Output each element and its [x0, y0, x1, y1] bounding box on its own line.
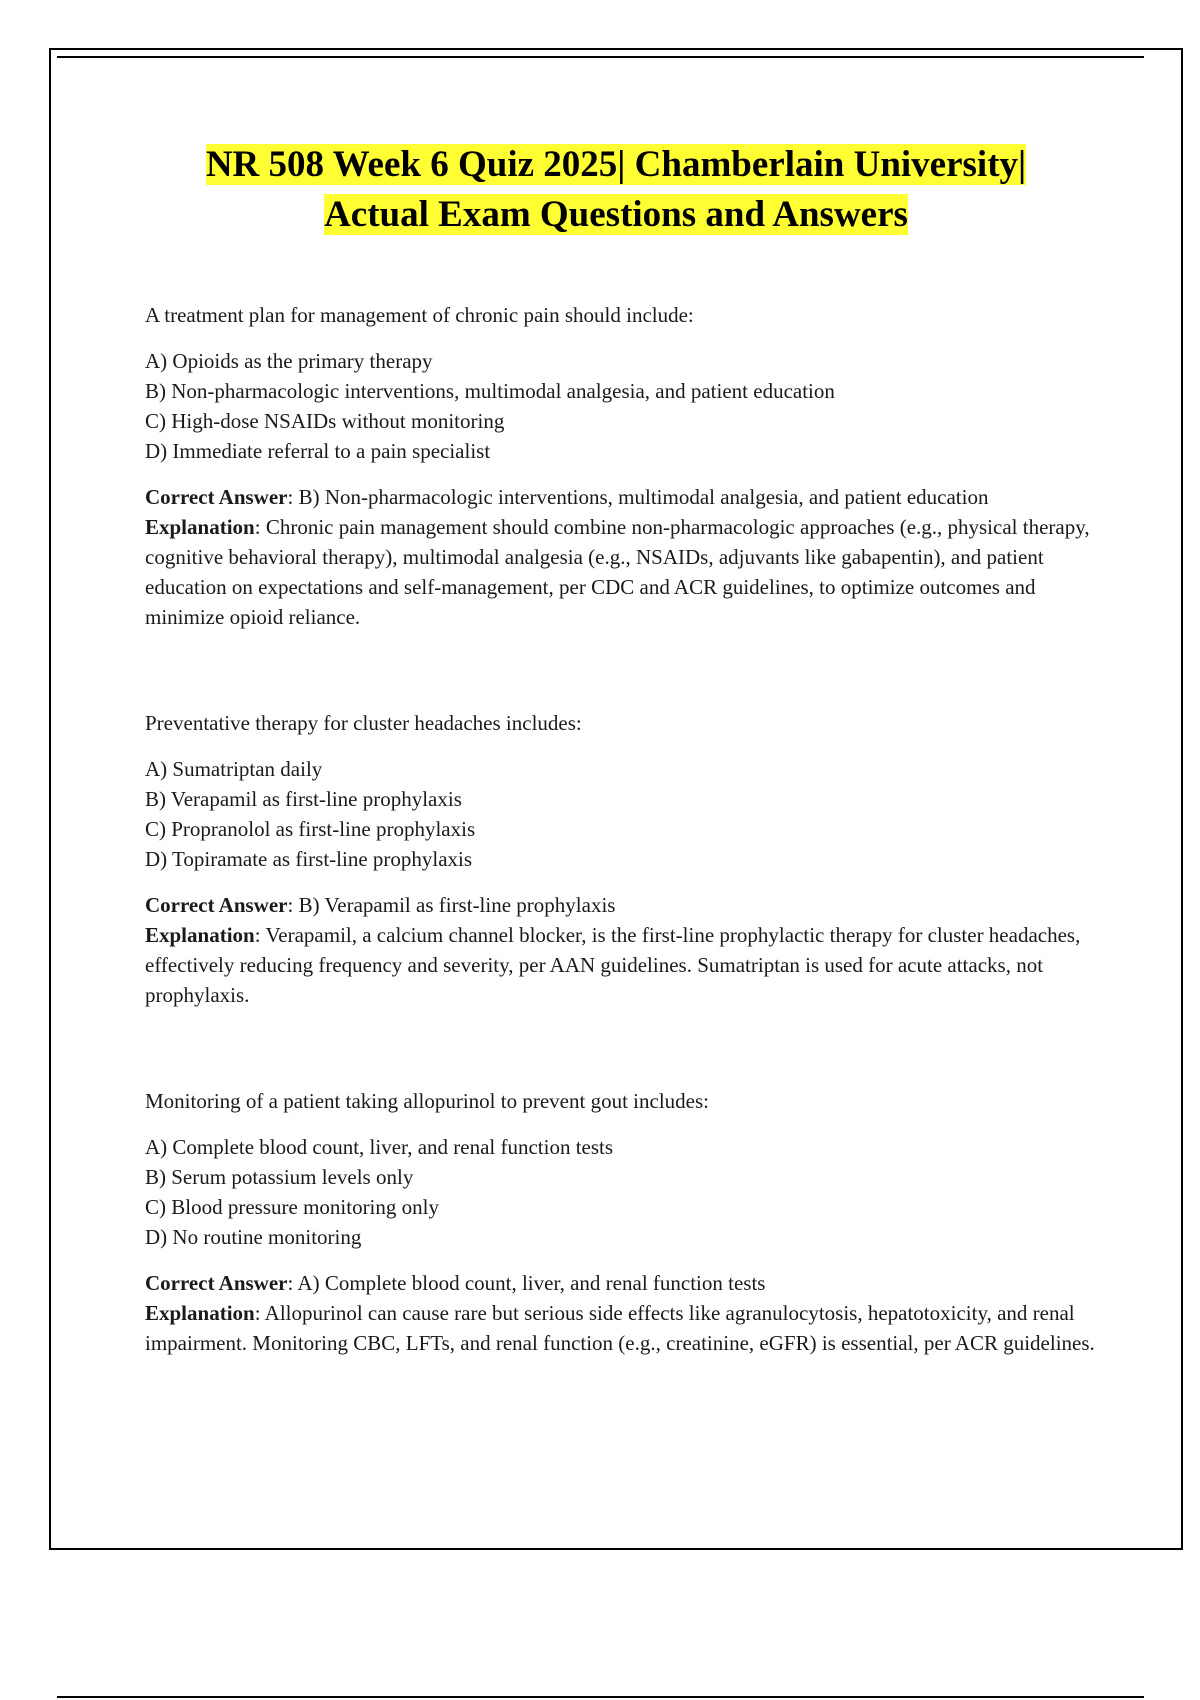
- correct-answer-text: B) Non-pharmacologic interventions, multimodal analgesia, and patient education: [298, 485, 989, 509]
- option-a: A) Sumatriptan daily: [145, 757, 323, 781]
- correct-answer: [145, 1268, 1095, 1298]
- option-list: [145, 1132, 1095, 1252]
- label-separator: :: [287, 485, 299, 509]
- explanation: [145, 920, 1095, 1010]
- explanation: [145, 512, 1095, 632]
- explanation-label: Explanation: [145, 515, 255, 539]
- label-separator: :: [287, 1271, 298, 1295]
- option-d: D) No routine monitoring: [145, 1225, 362, 1249]
- question-stem: Preventative therapy for cluster headaches includes:: [145, 711, 582, 735]
- question-3: [145, 1086, 1095, 1358]
- title-line-1: NR 508 Week 6 Quiz 2025| Chamberlain University|: [205, 144, 1027, 185]
- label-separator: :: [254, 515, 266, 539]
- title-line-2: Actual Exam Questions and Answers: [324, 194, 908, 235]
- explanation-label: Explanation: [145, 1301, 255, 1325]
- correct-answer-label: Correct Answer: [145, 1271, 288, 1295]
- option-b: B) Non-pharmacologic interventions, multimodal analgesia, and patient education: [145, 379, 835, 403]
- option-b: B) Verapamil as first-line prophylaxis: [145, 787, 462, 811]
- question-2: [145, 708, 1095, 1010]
- label-separator: :: [254, 923, 266, 947]
- correct-answer-text: A) Complete blood count, liver, and renal function tests: [297, 1271, 766, 1295]
- correct-answer: [145, 890, 1095, 920]
- option-b: B) Serum potassium levels only: [145, 1165, 414, 1189]
- explanation-text: Verapamil, a calcium channel blocker, is the first-line prophylactic therapy for cluster headaches, effectively reducing frequency and severity, per AAN guidelines. Sumatriptan is used for acute attacks, not prophylaxis.: [145, 923, 1081, 1007]
- correct-answer-text: B) Verapamil as first-line prophylaxis: [298, 893, 616, 917]
- option-a: A) Opioids as the primary therapy: [145, 349, 433, 373]
- top-rule: [57, 56, 1144, 58]
- explanation-label: Explanation: [145, 923, 255, 947]
- question-spacer: [145, 1010, 1095, 1086]
- explanation: [145, 1298, 1095, 1358]
- option-list: [145, 346, 1095, 466]
- label-separator: :: [254, 1301, 265, 1325]
- option-c: C) High-dose NSAIDs without monitoring: [145, 409, 505, 433]
- option-c: C) Propranolol as first-line prophylaxis: [145, 817, 476, 841]
- option-d: D) Topiramate as first-line prophylaxis: [145, 847, 473, 871]
- correct-answer-label: Correct Answer: [145, 893, 288, 917]
- explanation-text: Allopurinol can cause rare but serious side effects like agranulocytosis, hepatotoxicity, and renal impairment. Monitoring CBC, LFTs, and renal function (e.g., creatinine, eGFR) is essential, per ACR guidelines.: [145, 1301, 1095, 1355]
- option-d: D) Immediate referral to a pain specialist: [145, 439, 491, 463]
- question-spacer: [145, 632, 1095, 708]
- correct-answer-label: Correct Answer: [145, 485, 288, 509]
- option-list: [145, 754, 1095, 874]
- question-stem: A treatment plan for management of chronic pain should include:: [145, 303, 694, 327]
- bottom-rule: [57, 1696, 1144, 1698]
- question-1: [145, 300, 1095, 632]
- explanation-text: Chronic pain management should combine non-pharmacologic approaches (e.g., physical therapy, cognitive behavioral therapy), multimodal analgesia (e.g., NSAIDs, adjuvants like gabapentin), and patient education on expectations and self-management, per CDC and ACR guidelines, to optimize outcomes and minimize opioid reliance.: [145, 515, 1090, 629]
- question-stem: Monitoring of a patient taking allopurinol to prevent gout includes:: [145, 1089, 709, 1113]
- option-a: A) Complete blood count, liver, and renal function tests: [145, 1135, 614, 1159]
- quiz-content: [145, 300, 1095, 1358]
- document-title: [100, 140, 1132, 240]
- label-separator: :: [287, 893, 299, 917]
- correct-answer: [145, 482, 1095, 512]
- option-c: C) Blood pressure monitoring only: [145, 1195, 439, 1219]
